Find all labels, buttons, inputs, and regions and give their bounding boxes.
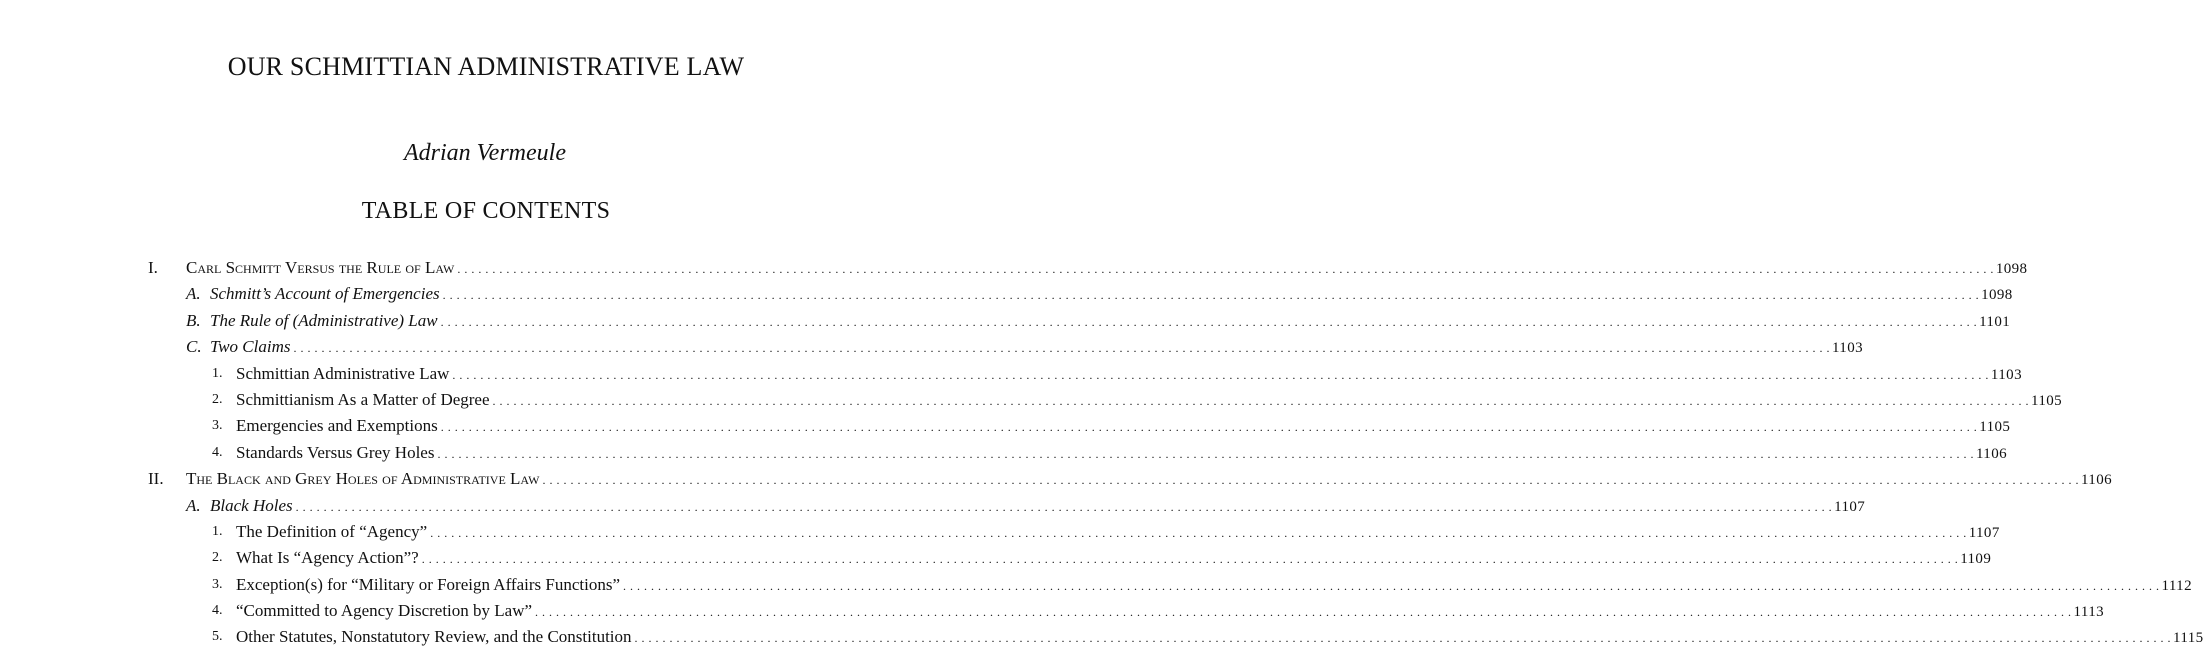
toc-entry-number: 3.: [212, 576, 223, 592]
dot-leader: . . . . . . . . . . . . . . . . . . . . . . . . . . . . . . . . . . . . . . . . . . . . . . . . . . . . . . . . . . . . . . . . . . . . . . . . . . . . . . . . . . . . . . . . . . . . . . . . . . . . . . . . . . . . . . . . . . . . . . . . . . . . . . . . . . . . . . . . . . . . . . . . . . . . . . . . . . . . . . . . . . . . . . . . . . . . . . . . . . . . . . . . . . . . . . . . . . . . . . . . . . . . . . . . . . . . . . . . . . . .: [492, 393, 2030, 408]
toc-entry-page: 1115: [2173, 630, 2204, 647]
toc-entry-number: 1.: [212, 365, 223, 381]
toc-entry[interactable]: [148, 598, 2105, 624]
dot-leader: . . . . . . . . . . . . . . . . . . . . . . . . . . . . . . . . . . . . . . . . . . . . . . . . . . . . . . . . . . . . . . . . . . . . . . . . . . . . . . . . . . . . . . . . . . . . . . . . . . . . . . . . . . . . . . . . . . . . . . . . . . . . . . . . . . . . . . . . . . . . . . . . . . . . . . . . . . . . . . . . . . . . . . . . . . . . . . . . . . . . . . . . . . . . . . . . . . . . . . . . . . . . . . . . . . . . . . . . . . . .: [457, 262, 1994, 276]
toc-entry-number: 4.: [212, 603, 223, 619]
toc-heading: TABLE OF CONTENTS: [361, 198, 611, 224]
toc-entry-page: 1101: [1979, 313, 2011, 330]
toc-entry-page: 1098: [1995, 261, 2028, 277]
toc-entry-page: 1106: [1975, 445, 2008, 462]
toc-entry[interactable]: [148, 519, 2000, 545]
toc-entry-number: I.: [148, 258, 158, 277]
toc-entry[interactable]: [148, 440, 2008, 466]
toc-entry[interactable]: [148, 255, 2028, 281]
toc-entry-title: What Is “Agency Action”?: [236, 548, 419, 568]
toc-entry-page: 1098: [1981, 287, 2013, 304]
toc-entry[interactable]: [148, 361, 2022, 387]
toc-entry[interactable]: [148, 387, 2063, 413]
author-name: Adrian Vermeule: [404, 140, 566, 166]
toc-entry-title: The Rule of (Administrative) Law: [210, 310, 438, 330]
document-title: OUR SCHMITTIAN ADMINISTRATIVE LAW: [227, 52, 745, 81]
dot-leader: . . . . . . . . . . . . . . . . . . . . . . . . . . . . . . . . . . . . . . . . . . . . . . . . . . . . . . . . . . . . . . . . . . . . . . . . . . . . . . . . . . . . . . . . . . . . . . . . . . . . . . . . . . . . . . . . . . . . . . . . . . . . . . . . . . . . . . . . . . . . . . . . . . . . . . . . . . . . . . . . . . . . . . . . . . . . . . . . . . . . . . . . . . . . . . . . . . . . . . . . . . . . . . . . . . . . . . . . . . . .: [430, 525, 1967, 540]
toc-entry[interactable]: [148, 624, 2204, 650]
toc-entry-title: Emergencies and Exemptions: [236, 416, 438, 436]
toc-entry-title: Standards Versus Grey Holes: [236, 442, 435, 462]
toc-entry-page: 1109: [1960, 551, 1992, 568]
toc-entry-number: 5.: [212, 629, 223, 645]
dot-leader: . . . . . . . . . . . . . . . . . . . . . . . . . . . . . . . . . . . . . . . . . . . . . . . . . . . . . . . . . . . . . . . . . . . . . . . . . . . . . . . . . . . . . . . . . . . . . . . . . . . . . . . . . . . . . . . . . . . . . . . . . . . . . . . . . . . . . . . . . . . . . . . . . . . . . . . . . . . . . . . . . . . . . . . . . . . . . . . . . . . . . . . . . . . . . . . . . . . . . . . . . . . . . . . . . . . . . . . . . . . .: [437, 446, 1974, 461]
toc-entry[interactable]: [148, 308, 2011, 334]
toc-entry-page: 1112: [2161, 577, 2192, 594]
toc-entry-title: Other Statutes, Nonstatutory Review, and the Constitution: [236, 627, 632, 647]
dot-leader: . . . . . . . . . . . . . . . . . . . . . . . . . . . . . . . . . . . . . . . . . . . . . . . . . . . . . . . . . . . . . . . . . . . . . . . . . . . . . . . . . . . . . . . . . . . . . . . . . . . . . . . . . . . . . . . . . . . . . . . . . . . . . . . . . . . . . . . . . . . . . . . . . . . . . . . . . . . . . . . . . . . . . . . . . . . . . . . . . . . . . . . . . . . . . . . . . . . . . . . . . . . . . . . . . . . . . . . . . . . .: [442, 288, 1980, 303]
toc-entry[interactable]: [148, 281, 2013, 307]
toc-entry-title: “Committed to Agency Discretion by Law”: [236, 601, 533, 621]
toc-entry-title: Schmittianism As a Matter of Degree: [236, 389, 490, 409]
toc-entry-title: Schmittian Administrative Law: [236, 363, 450, 383]
toc-entry-page: 1105: [2031, 392, 2063, 409]
toc-entry-number: A.: [186, 284, 201, 304]
dot-leader: . . . . . . . . . . . . . . . . . . . . . . . . . . . . . . . . . . . . . . . . . . . . . . . . . . . . . . . . . . . . . . . . . . . . . . . . . . . . . . . . . . . . . . . . . . . . . . . . . . . . . . . . . . . . . . . . . . . . . . . . . . . . . . . . . . . . . . . . . . . . . . . . . . . . . . . . . . . . . . . . . . . . . . . . . . . . . . . . . . . . . . . . . . . . . . . . . . . . . . . . . . . . . . . . . . . . . . . . . . . .: [440, 420, 1978, 435]
toc-entry-number: C.: [186, 337, 202, 357]
toc-entry-number: 3.: [212, 418, 223, 434]
dot-leader: . . . . . . . . . . . . . . . . . . . . . . . . . . . . . . . . . . . . . . . . . . . . . . . . . . . . . . . . . . . . . . . . . . . . . . . . . . . . . . . . . . . . . . . . . . . . . . . . . . . . . . . . . . . . . . . . . . . . . . . . . . . . . . . . . . . . . . . . . . . . . . . . . . . . . . . . . . . . . . . . . . . . . . . . . . . . . . . . . . . . . . . . . . . . . . . . . . . . . . . . . . . . . . . . . . . . . . . . . . . .: [542, 473, 2079, 488]
toc-entry-page: 1107: [1968, 524, 2000, 541]
toc-entry-number: 2.: [212, 391, 223, 407]
toc-entry-title: Carl Schmitt Versus the Rule of Law: [186, 258, 455, 277]
dot-leader: . . . . . . . . . . . . . . . . . . . . . . . . . . . . . . . . . . . . . . . . . . . . . . . . . . . . . . . . . . . . . . . . . . . . . . . . . . . . . . . . . . . . . . . . . . . . . . . . . . . . . . . . . . . . . . . . . . . . . . . . . . . . . . . . . . . . . . . . . . . . . . . . . . . . . . . . . . . . . . . . . . . . . . . . . . . . . . . . . . . . . . . . . . . . . . . . . . . . . . . . . . . . . . . . . . . . . . . . . . . .: [295, 499, 1833, 514]
toc-entry-number: II.: [148, 469, 164, 489]
toc-entry[interactable]: [148, 572, 2192, 598]
toc-entry-number: 1.: [212, 523, 223, 539]
toc-entry-page: 1105: [1979, 419, 2011, 436]
toc-entry[interactable]: [148, 466, 2112, 492]
toc-entry-page: 1103: [1990, 366, 2022, 383]
toc-entry-page: 1113: [2073, 604, 2105, 621]
dot-leader: . . . . . . . . . . . . . . . . . . . . . . . . . . . . . . . . . . . . . . . . . . . . . . . . . . . . . . . . . . . . . . . . . . . . . . . . . . . . . . . . . . . . . . . . . . . . . . . . . . . . . . . . . . . . . . . . . . . . . . . . . . . . . . . . . . . . . . . . . . . . . . . . . . . . . . . . . . . . . . . . . . . . . . . . . . . . . . . . . . . . . . . . . . . . . . . . . . . . . . . . . . . . . . . . . . . . . . . . . . . .: [440, 314, 1978, 329]
dot-leader: . . . . . . . . . . . . . . . . . . . . . . . . . . . . . . . . . . . . . . . . . . . . . . . . . . . . . . . . . . . . . . . . . . . . . . . . . . . . . . . . . . . . . . . . . . . . . . . . . . . . . . . . . . . . . . . . . . . . . . . . . . . . . . . . . . . . . . . . . . . . . . . . . . . . . . . . . . . . . . . . . . . . . . . . . . . . . . . . . . . . . . . . . . . . . . . . . . . . . . . . . . . . . . . . . . . . . . . . . . . .: [452, 367, 1989, 382]
toc-entry-title: The Definition of “Agency”: [236, 521, 428, 541]
toc-entry-page: 1106: [2080, 472, 2112, 489]
toc-entry-page: 1107: [1834, 498, 1866, 515]
toc-entry[interactable]: [148, 545, 1992, 571]
toc-entry[interactable]: [148, 493, 1866, 519]
toc-entry-title: Two Claims: [210, 337, 291, 357]
dot-leader: . . . . . . . . . . . . . . . . . . . . . . . . . . . . . . . . . . . . . . . . . . . . . . . . . . . . . . . . . . . . . . . . . . . . . . . . . . . . . . . . . . . . . . . . . . . . . . . . . . . . . . . . . . . . . . . . . . . . . . . . . . . . . . . . . . . . . . . . . . . . . . . . . . . . . . . . . . . . . . . . . . . . . . . . . . . . . . . . . . . . . . . . . . . . . . . . . . . . . . . . . . . . . . . . . . . . . . . . . . . .: [623, 578, 2160, 593]
toc-entry-title: Exception(s) for “Military or Foreign Affairs Functions”: [236, 574, 620, 594]
dot-leader: . . . . . . . . . . . . . . . . . . . . . . . . . . . . . . . . . . . . . . . . . . . . . . . . . . . . . . . . . . . . . . . . . . . . . . . . . . . . . . . . . . . . . . . . . . . . . . . . . . . . . . . . . . . . . . . . . . . . . . . . . . . . . . . . . . . . . . . . . . . . . . . . . . . . . . . . . . . . . . . . . . . . . . . . . . . . . . . . . . . . . . . . . . . . . . . . . . . . . . . . . . . . . . . . . . . . . . . . . . . .: [634, 631, 2172, 646]
toc-entry-page: 1103: [1831, 340, 1864, 357]
dot-leader: . . . . . . . . . . . . . . . . . . . . . . . . . . . . . . . . . . . . . . . . . . . . . . . . . . . . . . . . . . . . . . . . . . . . . . . . . . . . . . . . . . . . . . . . . . . . . . . . . . . . . . . . . . . . . . . . . . . . . . . . . . . . . . . . . . . . . . . . . . . . . . . . . . . . . . . . . . . . . . . . . . . . . . . . . . . . . . . . . . . . . . . . . . . . . . . . . . . . . . . . . . . . . . . . . . . . . . . . . . . .: [293, 341, 1830, 356]
dot-leader: . . . . . . . . . . . . . . . . . . . . . . . . . . . . . . . . . . . . . . . . . . . . . . . . . . . . . . . . . . . . . . . . . . . . . . . . . . . . . . . . . . . . . . . . . . . . . . . . . . . . . . . . . . . . . . . . . . . . . . . . . . . . . . . . . . . . . . . . . . . . . . . . . . . . . . . . . . . . . . . . . . . . . . . . . . . . . . . . . . . . . . . . . . . . . . . . . . . . . . . . . . . . . . . . . . . . . . . . . . . .: [421, 552, 1959, 567]
toc-entry-number: B.: [186, 310, 201, 330]
toc-entry-title: Schmitt’s Account of Emergencies: [210, 284, 440, 304]
toc-entry[interactable]: [148, 413, 2011, 439]
table-of-contents: [148, 255, 2204, 651]
toc-entry-number: A.: [186, 495, 201, 515]
toc-entry-title: The Black and Grey Holes of Administrative Law: [186, 469, 540, 489]
toc-entry[interactable]: [148, 334, 1864, 360]
toc-entry-number: 4.: [212, 444, 223, 460]
toc-entry-number: 2.: [212, 550, 223, 566]
toc-entry-title: Black Holes: [210, 495, 293, 515]
dot-leader: . . . . . . . . . . . . . . . . . . . . . . . . . . . . . . . . . . . . . . . . . . . . . . . . . . . . . . . . . . . . . . . . . . . . . . . . . . . . . . . . . . . . . . . . . . . . . . . . . . . . . . . . . . . . . . . . . . . . . . . . . . . . . . . . . . . . . . . . . . . . . . . . . . . . . . . . . . . . . . . . . . . . . . . . . . . . . . . . . . . . . . . . . . . . . . . . . . . . . . . . . . . . . . . . . . . . . . . . . . . .: [535, 605, 2072, 620]
